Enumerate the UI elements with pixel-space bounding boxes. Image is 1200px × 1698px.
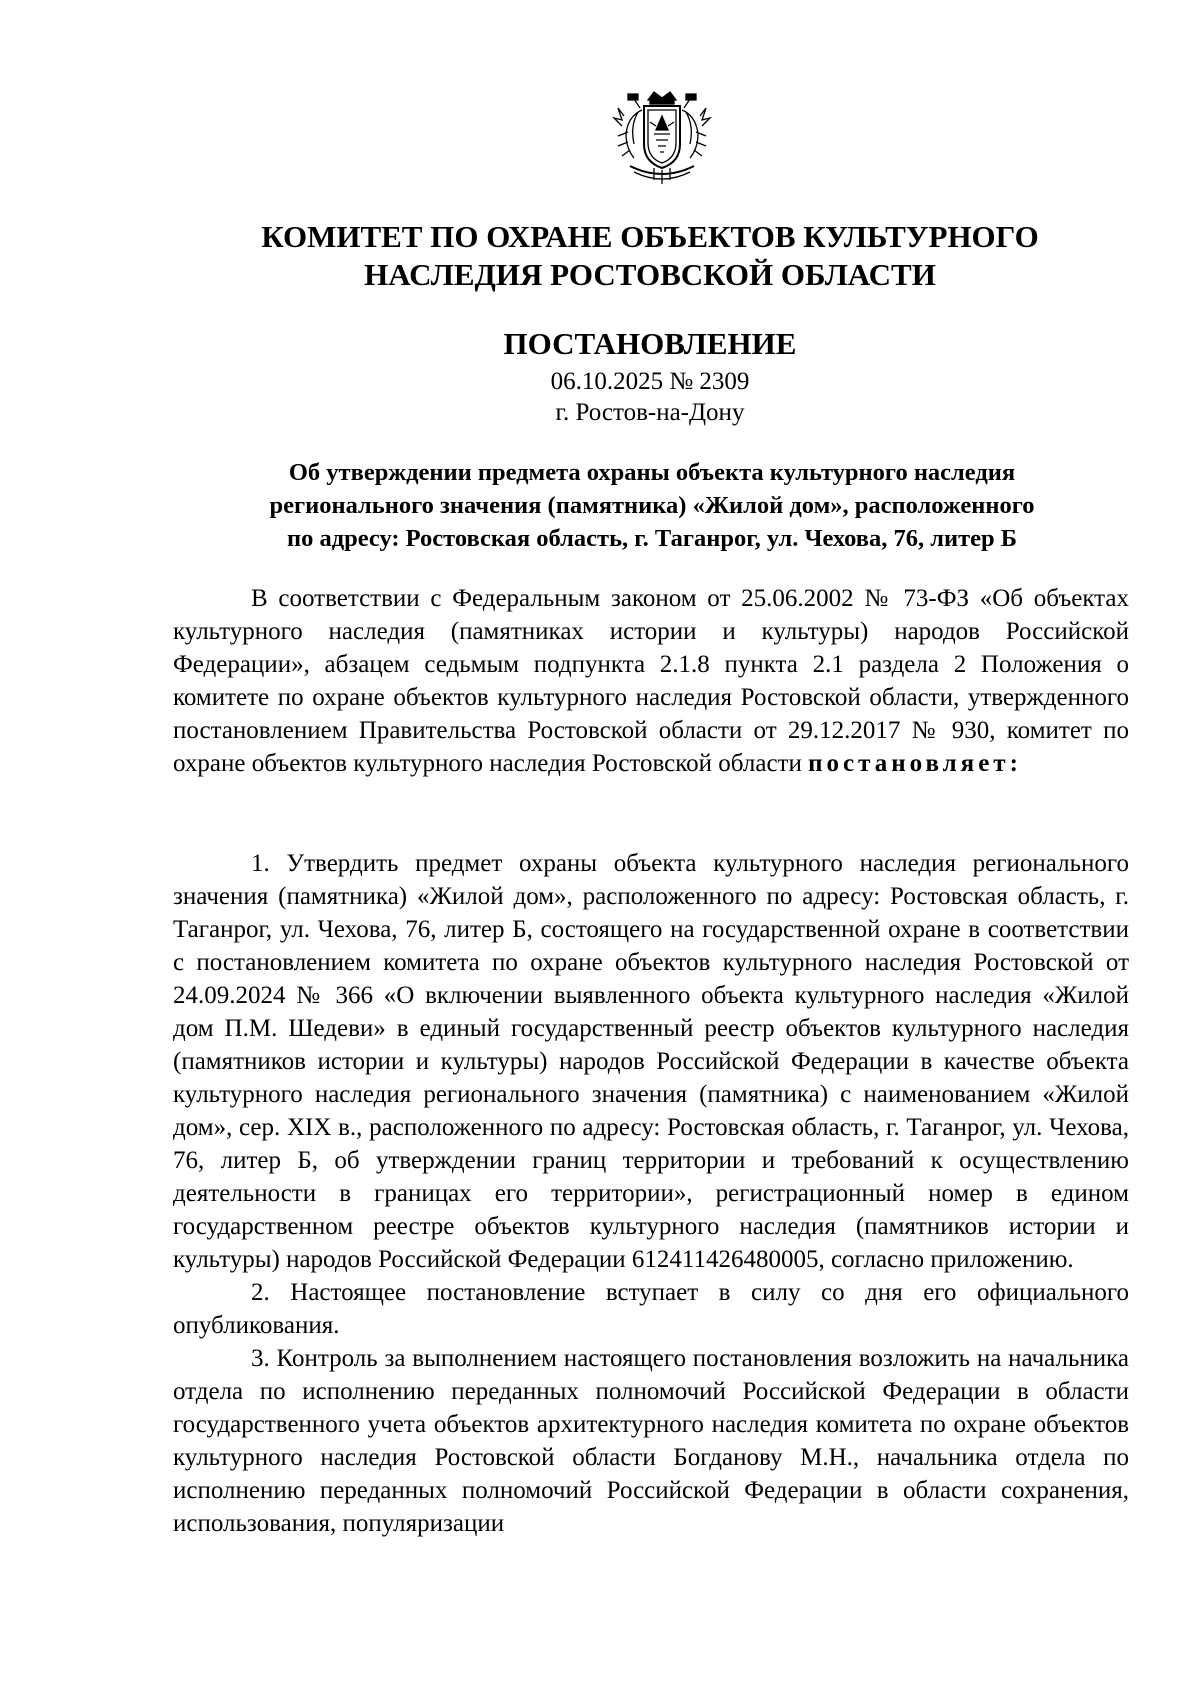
- resolution-item-1: 1. Утвердить предмет охраны объекта культурного наследия регионального значения (памятника) «Жилой дом», расположенного по адресу: Ростовская область, г. Таганрог, ул. Чехова, 76, литер Б, состоящего на государственной охране в соответствии с постановлением комитета по охране объектов культурного наследия Ростовской от 24.09.2024 № 366 «О включении выявленного объекта культурного наследия «Жилой дом П.М. Шедеви» в единый государственный реестр объектов культурного наследия (памятников истории и культуры) народов Российской Федерации в качестве объекта культурного наследия регионального значения (памятника) с наименованием «Жилой дом», сер. XIX в., расположенного по адресу: Ростовская область, г. Таганрог, ул. Чехова, 76, литер Б, об утверждении границ территории и требований к осуществлению деятельности в границах его территории», регистрационный номер в едином государственном реестре объектов культурного наследия (памятников истории и культуры) народов Российской Федерации 612411426480005, согласно приложению.: [173, 850, 1129, 1273]
- document-subject: [176, 456, 1128, 555]
- document-type: ПОСТАНОВЛЕНИЕ: [503, 326, 797, 361]
- committee-name-line-1: КОМИТЕТ ПО ОХРАНЕ ОБЪЕКТОВ КУЛЬТУРНОГО: [261, 219, 1039, 254]
- preamble-paragraph: [173, 582, 1129, 780]
- subject-line-3: по адресу: Ростовская область, г. Таганрог, ул. Чехова, 76, литер Б: [286, 525, 1018, 552]
- resolution-items: [173, 847, 1129, 1540]
- subject-line-1: Об утверждении предмета охраны объекта культурного наследия: [288, 459, 1016, 486]
- document-date-number: 06.10.2025 № 2309: [550, 368, 750, 395]
- resolves-word: постановляет:: [808, 750, 1022, 777]
- preamble-text: В соответствии с Федеральным законом от 25.06.2002 № 73-ФЗ «Об объектах культурного наследия (памятниках истории и культуры) народов Российской Федерации», абзацем седьмым подпункта 2.1.8 пункта 2.1 раздела 2 Положения о комитете по охране объектов культурного наследия Ростовской области, утвержденного постановлением Правительства Ростовской области от 29.12.2017 № 930, комитет по охране объектов культурного наследия Ростовской области: [173, 585, 1129, 777]
- subject-line-2: регионального значения (памятника) «Жилой дом», расположенного: [269, 492, 1035, 519]
- rostov-oblast-coat-of-arms-icon: [604, 86, 720, 190]
- document-city: г. Ростов-на-Дону: [555, 399, 745, 426]
- resolution-item-2: 2. Настоящее постановление вступает в силу со дня его официального опубликования.: [173, 1279, 1129, 1339]
- preamble: [173, 582, 1129, 780]
- committee-name-line-2: НАСЛЕДИЯ РОСТОВСКОЙ ОБЛАСТИ: [364, 257, 936, 292]
- committee-name: [150, 218, 1150, 294]
- resolution-item-3: 3. Контроль за выполнением настоящего постановления возложить на начальника отдела по исполнению переданных полномочий Российской Федерации в области государственного учета объектов архитектурного наследия комитета по охране объектов культурного наследия Ростовской области Богданову М.Н., начальника отдела по исполнению переданных полномочий Российской Федерации в области сохранения, использования, популяризации: [173, 1345, 1129, 1537]
